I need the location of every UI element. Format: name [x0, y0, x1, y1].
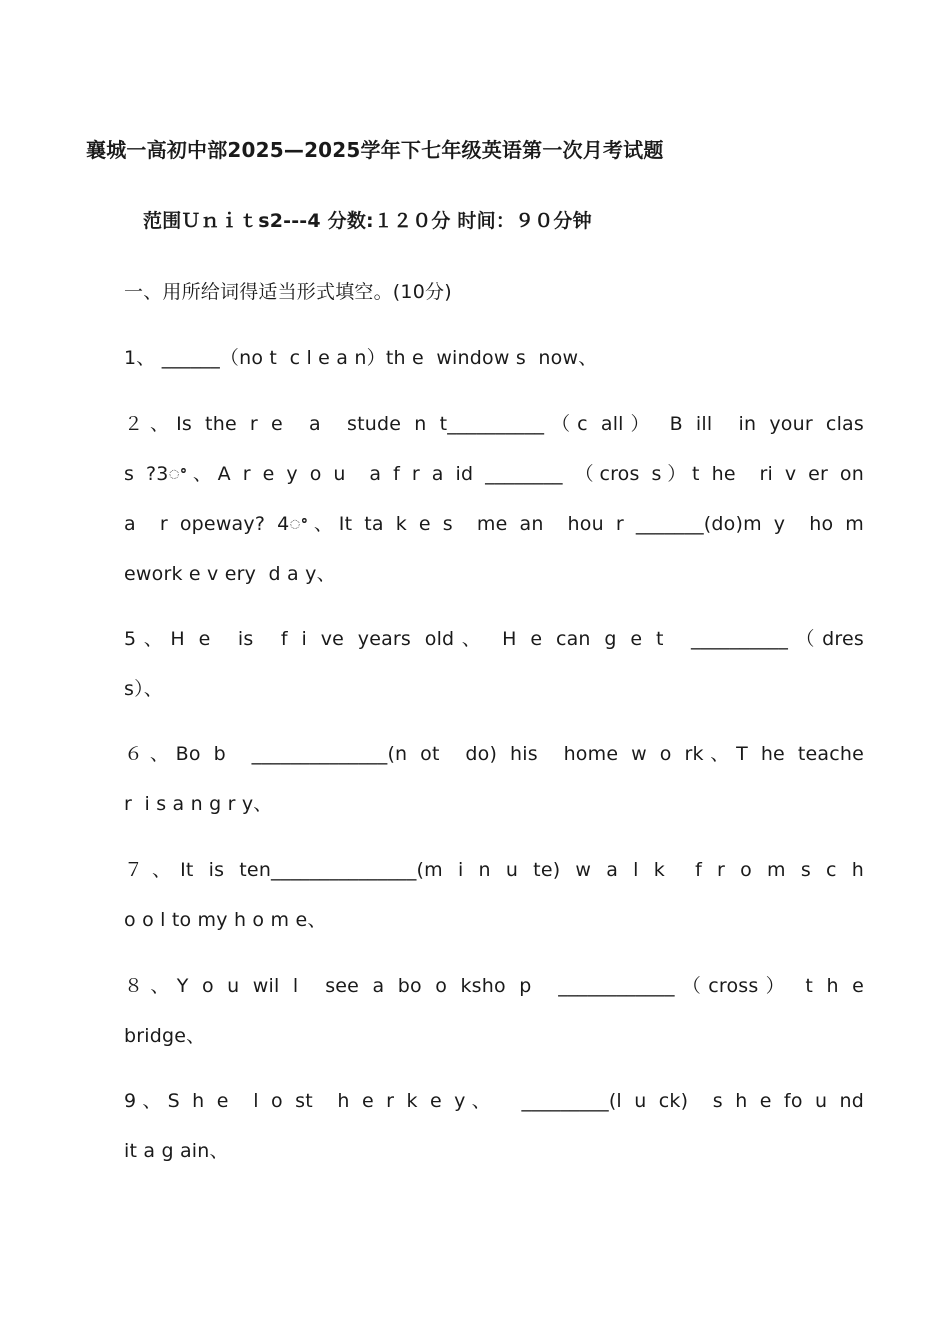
exam-title: 襄城一高初中部2025—2025学年下七年级英语第一次月考试题 [86, 138, 664, 162]
question-5-line-1: 5、H e is f i ve years old、 H e can g e t __________（dres [124, 628, 864, 650]
question-7-line-2: o o l to my h o m e、 [124, 909, 327, 931]
question-9-line-2: it a g ain、 [124, 1140, 229, 1162]
question-3-4-line: a r opeway? 4ꢀ、It ta k e s me an hou r _______(do)m y ho m [124, 513, 864, 535]
question-4-line-end: ework e v ery d a y、 [124, 563, 336, 585]
question-8-line-1: ８、Y o u wil l see a bo o ksho p ____________（cross） t h e [124, 975, 864, 997]
question-9-line-1: 9、S h e l o st h e r k e y、 _________(l u ck) s h e fo u nd [124, 1090, 864, 1112]
question-6-line-2: r i s a n g r y、 [124, 793, 273, 815]
question-7-line-1: ７、It is ten_______________(m i n u te) w a l k f r o m s c h [124, 859, 864, 881]
exam-subtitle: 范围Ｕｎｉｔs2---4 分数:１２０分 时间：９０分钟 [143, 210, 592, 232]
section-heading: 一、用所给词得适当形式填空。(10分) [124, 281, 452, 303]
question-1-line: 1、 ______（no t c l e a n）th e window s now、 [124, 347, 598, 369]
question-5-line-2: s）、 [124, 678, 163, 700]
question-6-line-1: ６、Bo b ______________(n ot do) his home w o rk、T he teache [124, 743, 864, 765]
question-2-line-1: ２、Is the r e a stude n t__________（c all） B ill in your clas [124, 413, 864, 435]
question-8-line-2: bridge、 [124, 1025, 206, 1047]
question-2-3-line: s ?3ꢀ、A r e y o u a f r a id ________ （cros s）t he ri v er on [124, 463, 864, 485]
